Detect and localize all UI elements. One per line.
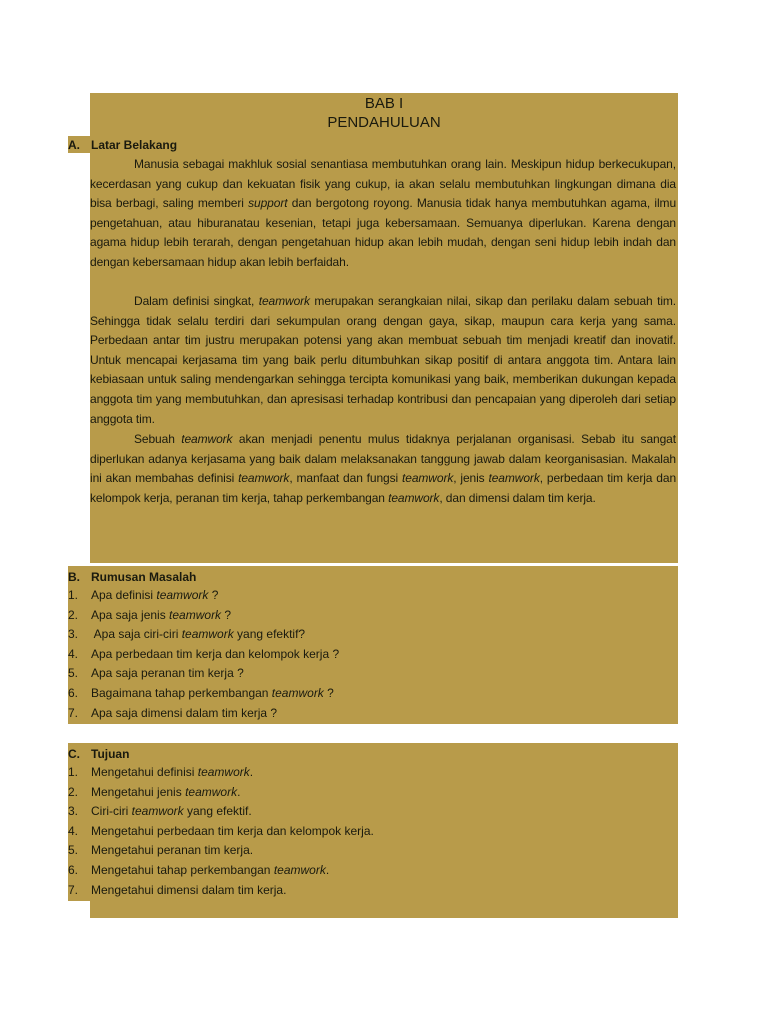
item-number: 1. xyxy=(68,588,79,602)
italic-term: teamwork xyxy=(238,471,290,486)
paragraph-text: Manusia sebagai makhluk sosial senantiasa membutuhkan orang lain. Meskipun hidup berkecukupan, kecerdasan yang cukup dan kekuatan fisik yang cukup, ia akan selalu membutuhkan lingkungan dimana dia bisa berbagi, saling memberi xyxy=(90,157,676,211)
item-number: 3. xyxy=(68,627,79,642)
list-item xyxy=(68,841,374,861)
item-text: ? xyxy=(323,685,334,700)
list-item xyxy=(68,625,339,645)
item-number: 5. xyxy=(68,666,79,681)
list-item xyxy=(68,822,374,842)
item-text: Apa saja jenis xyxy=(91,607,170,622)
paragraph-text: Dalam definisi singkat, xyxy=(134,294,255,308)
item-text: . xyxy=(249,765,254,779)
item-text: Apa saja ciri-ciri xyxy=(91,627,182,642)
item-text: yang efektif? xyxy=(233,627,306,642)
item-number: 6. xyxy=(68,862,79,877)
paragraph-text: Sebuah xyxy=(134,432,175,446)
list-item xyxy=(68,802,374,822)
section-number: A. xyxy=(68,138,80,152)
item-text: Mengetahui definisi xyxy=(91,765,198,779)
section-title: Latar Belakang xyxy=(91,138,178,152)
list-item xyxy=(68,684,339,704)
list-item xyxy=(68,861,374,881)
italic-term: teamwork xyxy=(169,607,222,622)
item-number: 7. xyxy=(68,705,79,720)
item-text: Mengetahui tahap perkembangan xyxy=(91,862,274,877)
item-text: yang efektif. xyxy=(183,804,252,819)
highlight-block-bottom xyxy=(90,900,678,918)
list-item xyxy=(68,783,374,803)
italic-term: teamwork xyxy=(388,490,440,505)
rumusan-list xyxy=(68,586,339,723)
section-title: Tujuan xyxy=(91,747,130,761)
paragraph-text: akan menjadi penentu mulus tidaknya perjalanan organisasi. Sebab itu sangat diperlukan adanya kerjasama yang baik dalam melaksanakan tanggung jawab dalam keorganisasian. Makalah ini akan membahas definisi xyxy=(90,432,676,486)
paragraph-text: , jenis xyxy=(453,471,485,486)
italic-term: teamwork xyxy=(258,294,310,308)
italic-term: teamwork xyxy=(197,765,250,779)
paragraph-2 xyxy=(90,292,676,429)
chapter-number: BAB I xyxy=(364,95,404,112)
item-number: 4. xyxy=(68,823,79,838)
item-text: Mengetahui peranan tim kerja. xyxy=(91,843,254,858)
italic-term: teamwork xyxy=(488,471,540,486)
item-number: 2. xyxy=(68,784,79,799)
paragraph-1 xyxy=(90,155,676,273)
item-number: 6. xyxy=(68,685,79,700)
item-text: ? xyxy=(208,588,219,602)
italic-term: teamwork xyxy=(181,432,233,446)
item-number: 5. xyxy=(68,843,79,858)
item-number: 1. xyxy=(68,765,79,779)
italic-term: teamwork xyxy=(156,588,209,602)
paragraph-text: , dan dimensi dalam tim kerja. xyxy=(439,490,596,505)
item-text: ? xyxy=(221,607,232,622)
paragraph-text: merupakan serangkaian nilai, sikap dan perilaku dalam sebuah tim. Sehingga tidak selalu terdiri dari sekumpulan orang dengan gaya, sikap, maupun cara kerja yang sama. Perbedaan antar tim justru merupakan potensi yang akan membuat sebuah tim menjadi kreatif dan inovatif. Untuk mencapai kerjasama tim yang baik perlu ditumbuhkan sikap positif di antara anggota tim. Antara lain kebiasaan untuk saling mendengarkan sehingga tercipta komunikasi yang baik, memberikan dukungan kepada anggota tim yang membutuhkan, dan apresisasi terhadap kontribusi dan pencapaian yang diperoleh dari setiap anggota tim. xyxy=(90,294,677,426)
section-title: Rumusan Masalah xyxy=(91,570,197,584)
item-text: Apa definisi xyxy=(91,588,157,602)
list-item xyxy=(68,606,339,626)
list-item xyxy=(68,704,339,724)
item-text: Apa perbedaan tim kerja dan kelompok kerja ? xyxy=(91,646,340,661)
section-heading-tujuan xyxy=(68,746,129,762)
item-number: 2. xyxy=(68,607,79,622)
list-item xyxy=(68,586,339,606)
paragraph-text: dan bergotong royong. Manusia tidak hanya membutuhkan agama, ilmu pengetahuan, atau hiburanatau kesenian, tetapi juga kebersamaan. Semuanya diperlukan. Karena dengan agama hidup lebih terarah, dengan pengetahuan hidup akan lebih mudah, dengan seni hidup lebih indah dan dengan kebersamaan hidup akan lebih berfaidah. xyxy=(90,196,677,269)
section-heading-rumusan-masalah xyxy=(68,569,196,585)
item-number: 4. xyxy=(68,646,79,661)
item-number: 7. xyxy=(68,882,79,897)
italic-term: teamwork xyxy=(273,862,326,877)
italic-term: teamwork xyxy=(402,471,454,486)
item-text: . xyxy=(325,862,330,877)
paragraph-text: , perbedaan tim kerja dan kelompok kerja, peranan tim kerja, tahap perkembangan xyxy=(90,471,677,505)
tujuan-list xyxy=(68,763,374,900)
item-text: Bagaimana tahap perkembangan xyxy=(91,685,272,700)
section-number: B. xyxy=(68,570,80,584)
italic-term: teamwork xyxy=(181,627,234,642)
paragraph-text: , manfaat dan fungsi xyxy=(289,471,399,486)
italic-term: teamwork xyxy=(271,685,324,700)
item-text: Apa saja peranan tim kerja ? xyxy=(91,666,244,681)
italic-term: teamwork xyxy=(131,804,184,819)
italic-term: teamwork xyxy=(185,784,238,799)
item-text: Mengetahui dimensi dalam tim kerja. xyxy=(91,882,287,897)
italic-term: support xyxy=(248,196,288,211)
list-item xyxy=(68,645,339,665)
item-text: Mengetahui jenis xyxy=(91,784,186,799)
list-item xyxy=(68,664,339,684)
section-number: C. xyxy=(68,747,80,761)
chapter-title: PENDAHULUAN xyxy=(327,114,441,131)
item-text: . xyxy=(237,784,241,799)
paragraph-3 xyxy=(90,430,676,508)
item-text: Ciri-ciri xyxy=(91,804,132,819)
item-text: Mengetahui perbedaan tim kerja dan kelompok kerja. xyxy=(91,823,374,838)
list-item xyxy=(68,763,374,783)
section-heading-latar-belakang xyxy=(68,137,177,153)
list-item xyxy=(68,881,374,901)
item-text: Apa saja dimensi dalam tim kerja ? xyxy=(91,705,278,720)
item-number: 3. xyxy=(68,804,79,819)
